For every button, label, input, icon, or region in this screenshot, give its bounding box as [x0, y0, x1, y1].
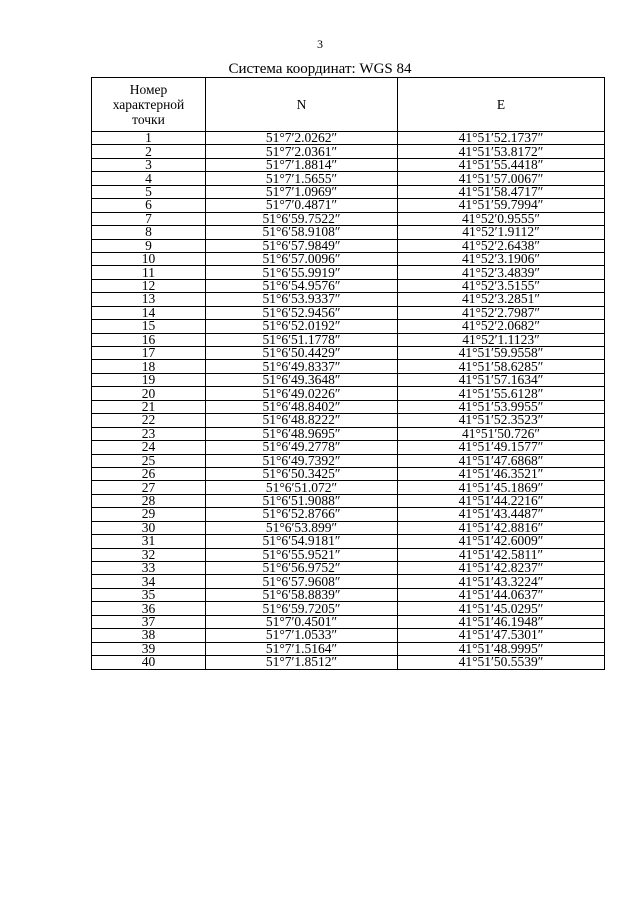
cell-n: 51°7′1.0533″: [206, 629, 398, 642]
cell-e: 41°51′52.3523″: [398, 414, 605, 427]
cell-e: 41°52′1.1123″: [398, 333, 605, 346]
cell-point-number: 7: [92, 212, 206, 225]
cell-point-number: 24: [92, 441, 206, 454]
cell-point-number: 15: [92, 320, 206, 333]
cell-n: 51°6′58.9108″: [206, 226, 398, 239]
cell-point-number: 35: [92, 588, 206, 601]
cell-e: 41°51′58.6285″: [398, 360, 605, 373]
cell-point-number: 30: [92, 521, 206, 534]
cell-n: 51°6′48.8222″: [206, 414, 398, 427]
cell-point-number: 25: [92, 454, 206, 467]
table-header: [92, 78, 605, 132]
cell-e: 41°51′59.9558″: [398, 347, 605, 360]
cell-e: 41°52′3.5155″: [398, 279, 605, 292]
cell-n: 51°7′0.4501″: [206, 615, 398, 628]
cell-e: 41°51′49.1577″: [398, 441, 605, 454]
cell-e: 41°51′42.5811″: [398, 548, 605, 561]
cell-n: 51°6′49.0226″: [206, 387, 398, 400]
cell-e: 41°51′45.0295″: [398, 602, 605, 615]
cell-n: 51°6′48.9695″: [206, 427, 398, 440]
cell-point-number: 38: [92, 629, 206, 642]
cell-n: 51°6′55.9521″: [206, 548, 398, 561]
cell-n: 51°6′52.9456″: [206, 306, 398, 319]
cell-e: 41°51′42.6009″: [398, 535, 605, 548]
cell-n: 51°6′55.9919″: [206, 266, 398, 279]
cell-n: 51°7′0.4871″: [206, 199, 398, 212]
table-row: [92, 347, 605, 360]
cell-n: 51°7′1.0969″: [206, 185, 398, 198]
cell-point-number: 33: [92, 562, 206, 575]
table-row: [92, 226, 605, 239]
cell-point-number: 12: [92, 279, 206, 292]
cell-e: 41°51′53.9955″: [398, 400, 605, 413]
cell-point-number: 14: [92, 306, 206, 319]
cell-e: 41°51′50.5539″: [398, 656, 605, 669]
cell-point-number: 13: [92, 293, 206, 306]
cell-point-number: 20: [92, 387, 206, 400]
header-e: E: [398, 78, 605, 132]
cell-point-number: 3: [92, 158, 206, 171]
cell-n: 51°7′1.8512″: [206, 656, 398, 669]
cell-e: 41°51′43.4487″: [398, 508, 605, 521]
cell-point-number: 2: [92, 145, 206, 158]
cell-e: 41°51′59.7994″: [398, 199, 605, 212]
cell-point-number: 16: [92, 333, 206, 346]
coordinates-table: [91, 77, 605, 670]
cell-e: 41°51′42.8816″: [398, 521, 605, 534]
cell-point-number: 37: [92, 615, 206, 628]
cell-point-number: 23: [92, 427, 206, 440]
cell-n: 51°6′53.9337″: [206, 293, 398, 306]
cell-point-number: 4: [92, 172, 206, 185]
cell-point-number: 36: [92, 602, 206, 615]
cell-e: 41°51′57.0067″: [398, 172, 605, 185]
cell-e: 41°51′57.1634″: [398, 373, 605, 386]
cell-point-number: 31: [92, 535, 206, 548]
cell-e: 41°52′3.4839″: [398, 266, 605, 279]
table-row: [92, 132, 605, 145]
cell-e: 41°52′2.0682″: [398, 320, 605, 333]
cell-n: 51°7′2.0262″: [206, 132, 398, 145]
cell-e: 41°51′50.726″: [398, 427, 605, 440]
cell-e: 41°51′48.9995″: [398, 642, 605, 655]
cell-n: 51°6′50.3425″: [206, 467, 398, 480]
cell-point-number: 21: [92, 400, 206, 413]
cell-e: 41°51′43.3224″: [398, 575, 605, 588]
cell-n: 51°6′57.0096″: [206, 252, 398, 265]
cell-e: 41°51′55.4418″: [398, 158, 605, 171]
cell-point-number: 19: [92, 373, 206, 386]
cell-e: 41°52′3.2851″: [398, 293, 605, 306]
page-number: 3: [317, 37, 323, 51]
cell-n: 51°6′49.7392″: [206, 454, 398, 467]
cell-point-number: 5: [92, 185, 206, 198]
cell-point-number: 26: [92, 467, 206, 480]
cell-point-number: 40: [92, 656, 206, 669]
table-row: [92, 252, 605, 265]
cell-n: 51°6′57.9608″: [206, 575, 398, 588]
cell-point-number: 1: [92, 132, 206, 145]
cell-e: 41°52′2.6438″: [398, 239, 605, 252]
cell-n: 51°6′59.7205″: [206, 602, 398, 615]
cell-n: 51°6′56.9752″: [206, 562, 398, 575]
cell-n: 51°6′49.3648″: [206, 373, 398, 386]
coordinate-system-caption: Система координат: WGS 84: [228, 61, 412, 77]
cell-e: 41°51′52.1737″: [398, 132, 605, 145]
cell-point-number: 6: [92, 199, 206, 212]
cell-point-number: 10: [92, 252, 206, 265]
cell-e: 41°52′2.7987″: [398, 306, 605, 319]
cell-e: 41°51′47.5301″: [398, 629, 605, 642]
cell-e: 41°51′47.6868″: [398, 454, 605, 467]
cell-e: 41°52′1.9112″: [398, 226, 605, 239]
table-row: [92, 158, 605, 171]
table-row: [92, 656, 605, 669]
cell-n: 51°6′51.072″: [206, 481, 398, 494]
cell-n: 51°6′49.2778″: [206, 441, 398, 454]
header-n: N: [206, 78, 398, 132]
table-row: [92, 588, 605, 601]
cell-n: 51°7′1.5164″: [206, 642, 398, 655]
cell-point-number: 27: [92, 481, 206, 494]
cell-n: 51°6′54.9576″: [206, 279, 398, 292]
cell-n: 51°6′50.4429″: [206, 347, 398, 360]
cell-e: 41°51′46.1948″: [398, 615, 605, 628]
table-row: [92, 441, 605, 454]
cell-n: 51°6′51.9088″: [206, 494, 398, 507]
cell-n: 51°6′49.8337″: [206, 360, 398, 373]
cell-e: 41°51′44.0637″: [398, 588, 605, 601]
header-point-number: Номер характерной точки: [92, 78, 206, 132]
cell-e: 41°51′46.3521″: [398, 467, 605, 480]
cell-point-number: 28: [92, 494, 206, 507]
cell-point-number: 32: [92, 548, 206, 561]
cell-e: 41°51′53.8172″: [398, 145, 605, 158]
cell-n: 51°7′2.0361″: [206, 145, 398, 158]
cell-e: 41°52′3.1906″: [398, 252, 605, 265]
cell-point-number: 34: [92, 575, 206, 588]
table-row: [92, 562, 605, 575]
cell-point-number: 11: [92, 266, 206, 279]
cell-n: 51°6′52.8766″: [206, 508, 398, 521]
table-body: [92, 132, 605, 670]
cell-n: 51°6′52.0192″: [206, 320, 398, 333]
cell-e: 41°51′45.1869″: [398, 481, 605, 494]
table-row: [92, 373, 605, 386]
cell-n: 51°7′1.8814″: [206, 158, 398, 171]
cell-e: 41°51′42.8237″: [398, 562, 605, 575]
cell-point-number: 9: [92, 239, 206, 252]
cell-n: 51°6′58.8839″: [206, 588, 398, 601]
cell-e: 41°52′0.9555″: [398, 212, 605, 225]
cell-n: 51°6′57.9849″: [206, 239, 398, 252]
cell-n: 51°6′53.899″: [206, 521, 398, 534]
cell-e: 41°51′55.6128″: [398, 387, 605, 400]
cell-point-number: 18: [92, 360, 206, 373]
cell-n: 51°6′59.7522″: [206, 212, 398, 225]
cell-point-number: 29: [92, 508, 206, 521]
header-row: [92, 78, 605, 132]
cell-point-number: 17: [92, 347, 206, 360]
cell-n: 51°6′51.1778″: [206, 333, 398, 346]
cell-n: 51°6′54.9181″: [206, 535, 398, 548]
cell-point-number: 22: [92, 414, 206, 427]
cell-point-number: 8: [92, 226, 206, 239]
cell-e: 41°51′44.2216″: [398, 494, 605, 507]
cell-n: 51°7′1.5655″: [206, 172, 398, 185]
cell-n: 51°6′48.8402″: [206, 400, 398, 413]
cell-point-number: 39: [92, 642, 206, 655]
cell-e: 41°51′58.4717″: [398, 185, 605, 198]
table-row: [92, 467, 605, 480]
